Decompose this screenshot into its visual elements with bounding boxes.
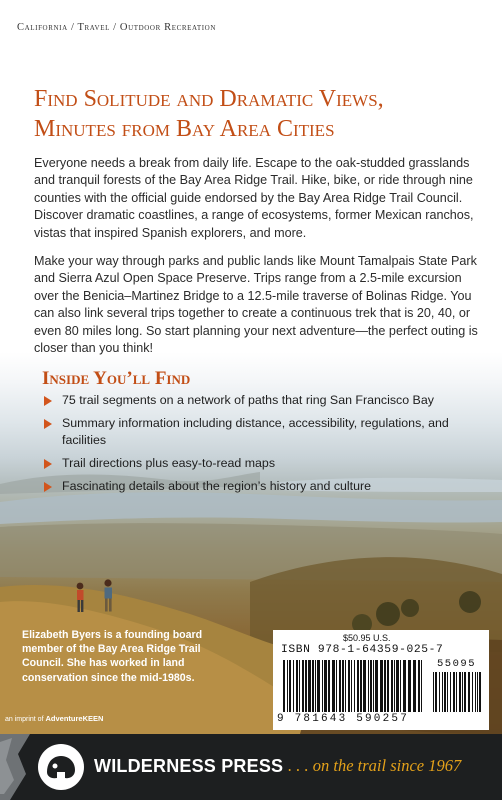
barcode-bar	[308, 660, 311, 712]
arrow-bullet-icon	[44, 482, 52, 492]
barcode-bar	[293, 660, 294, 712]
feature-item	[44, 478, 464, 495]
barcode-bar	[387, 660, 389, 712]
barcode-bar	[375, 660, 378, 712]
barcode-bar	[370, 660, 372, 712]
barcode-digits: 9 781643 590257	[277, 713, 410, 725]
addon-bar	[462, 672, 463, 712]
barcode-bar	[348, 660, 350, 712]
addon-bar	[442, 672, 443, 712]
barcode-bar	[384, 660, 386, 712]
addon-bar	[477, 672, 478, 712]
arrow-bullet-icon	[44, 459, 52, 469]
publisher-tagline: . . . on the trail since 1967	[288, 756, 462, 775]
feature-list	[44, 392, 464, 501]
barcode-bar	[339, 660, 341, 712]
feature-item	[44, 392, 464, 409]
arrow-bullet-icon	[44, 419, 52, 429]
feature-item-text: Fascinating details about the region’s history and culture	[62, 479, 372, 493]
imprint-line	[5, 714, 103, 723]
addon-bar	[459, 672, 461, 712]
inside-youll-find-title: Inside You’ll Find	[42, 368, 191, 389]
barcode-bar	[354, 660, 355, 712]
feature-item	[44, 415, 464, 449]
addon-bar	[444, 672, 446, 712]
barcode-bar	[342, 660, 344, 712]
intro-paragraph-1: Everyone needs a break from daily life. Escape to the oak-studded grasslands and tranquil forests of the Bay Area Ridge Trail. Hike, bike, or ride through nine counties with the official guide endorsed by the Bay Area Ridge Trail Council. Discover dramatic coastlines, a range of ecosystems, former Mexican ranchos, vistas that inspired Spanish explorers, and more.	[34, 156, 474, 240]
barcode-bar	[324, 660, 327, 712]
feature-item	[44, 455, 464, 472]
barcode-bar	[373, 660, 374, 712]
addon-bar	[439, 672, 440, 712]
addon-bar	[435, 672, 437, 712]
barcode-bar	[305, 660, 307, 712]
feature-item-text: Summary information including distance, accessibility, regulations, and facilities	[62, 416, 449, 447]
addon-bar	[450, 672, 451, 712]
barcode-bar	[357, 660, 359, 712]
imprint-brand: AdventureKEEN	[45, 714, 104, 723]
barcode-bar	[299, 660, 300, 712]
barcode-bar	[413, 660, 416, 712]
barcode-bar	[287, 660, 288, 712]
addon-bar	[447, 672, 448, 712]
price-addon-digits: 55095	[437, 658, 477, 670]
barcode-bar	[360, 660, 362, 712]
price-label: $50.95 U.S.	[343, 633, 391, 643]
addon-bar	[433, 672, 434, 712]
feature-item-text: 75 trail segments on a network of paths that ring San Francisco Bay	[62, 393, 434, 407]
barcode-bar	[317, 660, 320, 712]
addon-bar	[453, 672, 455, 712]
barcode-bar	[403, 660, 406, 712]
barcode-bar	[336, 660, 337, 712]
addon-bar	[468, 672, 470, 712]
barcode-bar	[363, 660, 366, 712]
barcode-bar	[345, 660, 346, 712]
headline-line-1: Find Solitude and Dramatic Views,	[34, 86, 384, 112]
addon-bar	[472, 672, 473, 712]
barcode-bar	[400, 660, 401, 712]
barcode-bar	[296, 660, 298, 712]
barcode-bar	[368, 660, 369, 712]
barcode-bar	[315, 660, 316, 712]
author-bio: Elizabeth Byers is a founding board member of the Bay Area Ridge Trail Council. She has worked in land conservation since the mid-1980s.	[22, 629, 203, 684]
barcode-bar	[396, 660, 399, 712]
barcode-bar	[332, 660, 335, 712]
imprint-prefix: an imprint of	[5, 716, 44, 723]
addon-bar	[475, 672, 476, 712]
arrow-bullet-icon	[44, 396, 52, 406]
barcode-bar	[380, 660, 383, 712]
barcode-bar	[283, 660, 285, 712]
addon-bar	[464, 672, 466, 712]
addon-bar	[479, 672, 481, 712]
barcode-bar	[302, 660, 304, 712]
barcode-bar	[408, 660, 411, 712]
barcode-bar	[421, 660, 422, 712]
barcode-bar	[391, 660, 393, 712]
intro-paragraph-2: Make your way through parks and public lands like Mount Tamalpais State Park and Sierra Azul Open Space Preserve. Trips range from a 2.5-mile excursion over the Benicia–Martinez Bridge to a 12.5-mile traverse of Bolinas Ridge. You can also link several trips together to create a continuous trek that is 20, 40, or even 80 miles long. So start planning your next adventure—the perfect outing is closer than you think!	[34, 254, 478, 356]
barcode-bar	[322, 660, 323, 712]
barcode-bar	[351, 660, 352, 712]
headline	[34, 84, 494, 144]
publisher-logo-icon	[38, 744, 84, 790]
barcode-bar	[418, 660, 420, 712]
series-line: California / Travel / Outdoor Recreation	[17, 22, 216, 33]
barcode-bar	[312, 660, 314, 712]
barcode-bar	[394, 660, 395, 712]
feature-item-text: Trail directions plus easy-to-read maps	[62, 456, 276, 470]
headline-line-2: Minutes from Bay Area Cities	[34, 116, 335, 142]
barcode-bar	[289, 660, 291, 712]
isbn-label: ISBN 978-1-64359-025-7	[281, 644, 444, 656]
addon-bar	[456, 672, 457, 712]
publisher-name: WILDERNESS PRESS	[94, 756, 284, 776]
isbn-barcode	[273, 630, 489, 730]
barcode-bar	[328, 660, 330, 712]
publisher-footer	[0, 734, 502, 800]
